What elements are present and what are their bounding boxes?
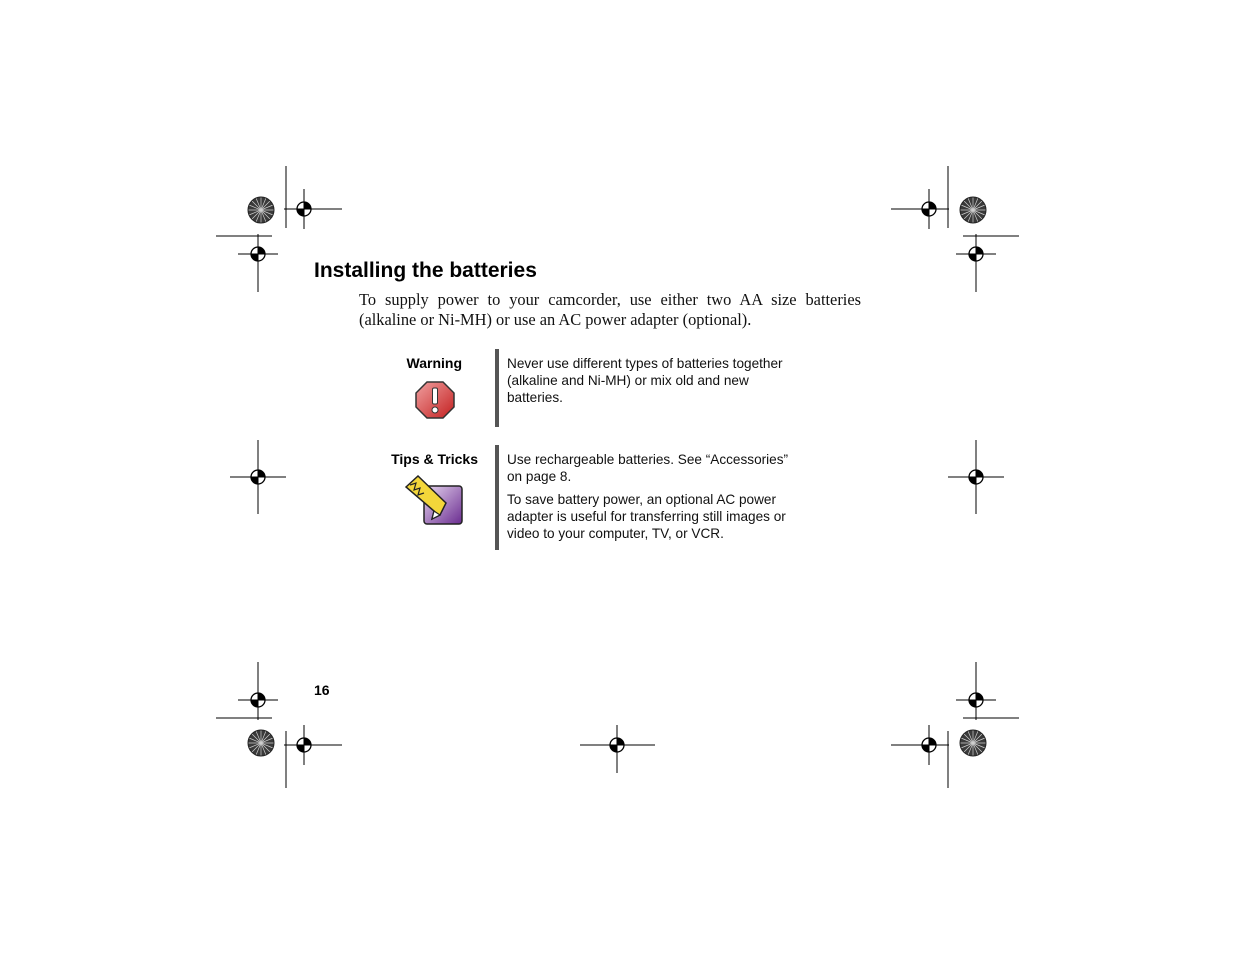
warning-octagon-icon bbox=[414, 380, 456, 420]
warning-text: Never use different types of batteries together (alkaline and Ni-MH) or mix old and new batteries. bbox=[507, 356, 783, 405]
intro-paragraph: To supply power to your camcorder, use either two AA size batteries (alkaline or Ni-MH) or use an AC power adapter (optional). bbox=[359, 290, 861, 329]
tips-text bbox=[507, 451, 797, 548]
tips-paragraph: To save battery power, an optional AC power adapter is useful for transferring still images or video to your computer, TV, or VCR. bbox=[507, 492, 786, 541]
warning-label: Warning bbox=[406, 355, 462, 371]
tips-label: Tips & Tricks bbox=[391, 451, 478, 467]
pencil-icon bbox=[404, 473, 466, 527]
page-number: 16 bbox=[314, 682, 330, 698]
page-title: Installing the batteries bbox=[314, 259, 537, 282]
tips-paragraph: Use rechargeable batteries. See “Accessories” on page 8. bbox=[507, 452, 789, 484]
tips-rule bbox=[495, 445, 499, 550]
warning-rule bbox=[495, 349, 499, 427]
